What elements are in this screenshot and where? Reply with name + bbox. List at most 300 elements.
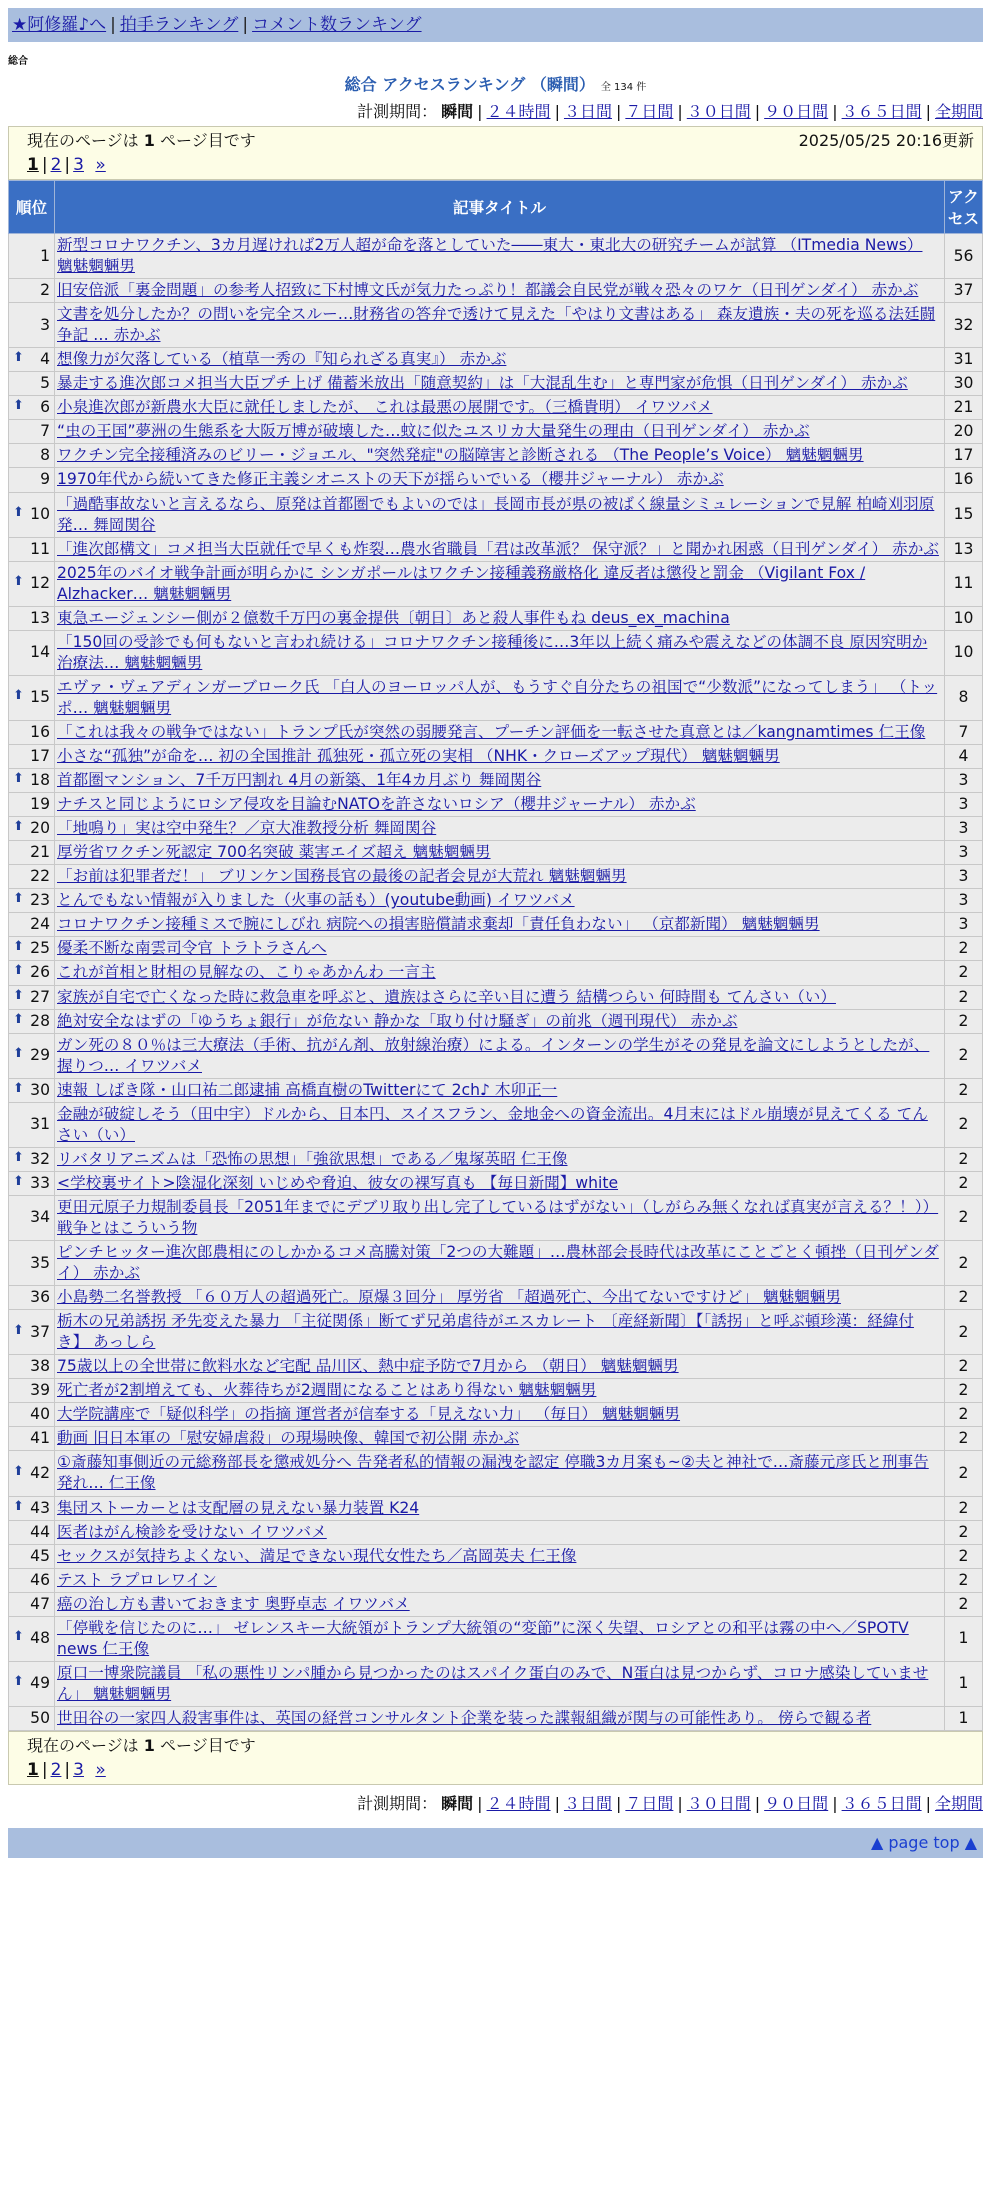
rank-number: 35 (30, 1253, 50, 1272)
access-count: 2 (945, 1379, 983, 1403)
page-title: 総合 アクセスランキング （瞬間） (344, 75, 595, 94)
next-page-link[interactable]: » (95, 155, 106, 175)
title-cell (55, 889, 945, 913)
table-row (9, 561, 983, 606)
table-row (9, 865, 983, 889)
table-row (9, 985, 983, 1009)
rank-cell (9, 1102, 55, 1147)
table-row (9, 420, 983, 444)
title-cell (55, 1310, 945, 1355)
rank-cell (9, 1616, 55, 1661)
title-cell (55, 675, 945, 720)
rank-cell (9, 1379, 55, 1403)
article-link[interactable]: 1970年代から続いてきた修正主義シオニストの天下が揺らいでいる（櫻井ジャーナル） 赤かぶ (57, 470, 724, 489)
article-link[interactable]: リバタリアニズムは「恐怖の思想」「強欲思想」である／鬼塚英昭 仁王像 (57, 1149, 568, 1168)
title-cell (55, 420, 945, 444)
rank-number: 14 (30, 643, 50, 662)
access-count: 2 (945, 937, 983, 961)
table-row (9, 745, 983, 769)
access-count: 2 (945, 1286, 983, 1310)
rank-number: 33 (30, 1173, 50, 1192)
article-link[interactable]: 更田元原子力規制委員長「2051年までにデブリ取り出し完了しているはずがない」（しがらみ無くなれば真実が言える？！）） 戦争とはこういう物 (57, 1197, 939, 1237)
rank-cell (9, 234, 55, 279)
current-page-text: 現在のページは 1 ページ目です (27, 1736, 256, 1755)
title-cell (55, 1078, 945, 1102)
access-count: 32 (945, 303, 983, 348)
table-row (9, 1379, 983, 1403)
article-link[interactable]: テスト ラプロレワイン (57, 1570, 217, 1589)
nav-separator: | (242, 15, 249, 35)
access-count: 8 (945, 675, 983, 720)
article-link[interactable]: これが首相と財相の見解なの、こりゃあかんわ 一言主 (57, 963, 436, 982)
table-row (9, 1078, 983, 1102)
up-arrow-icon: ⬆ (13, 963, 24, 979)
article-link[interactable]: 動画 旧日本軍の「慰安婦虐殺」の現場映像、韓国で初公開 赤かぶ (57, 1429, 520, 1448)
rank-number: 41 (30, 1429, 50, 1448)
rank-cell (9, 1706, 55, 1730)
article-link[interactable]: 「お前は犯罪者だ！」 ブリンケン国務長官の最後の記者会見が大荒れ 魑魅魍魎男 (57, 867, 627, 886)
access-count: 3 (945, 913, 983, 937)
title-cell (55, 961, 945, 985)
table-row (9, 961, 983, 985)
article-link[interactable]: 2025年のバイオ戦争計画が明らかに シンガポールはワクチン接種義務厳格化 違反者は懲役と罰金 （Vigilant Fox / Alzhacker… 魑魅魍魎男 (57, 563, 866, 603)
header-title: 記事タイトル (55, 181, 945, 234)
rank-number: 7 (40, 422, 50, 441)
article-link[interactable]: 大学院講座で「疑似科学」の指摘 運営者が信奉する「見えない力」 （毎日） 魑魅魍魎男 (57, 1405, 681, 1424)
header-access: アクセス (945, 181, 983, 234)
rank-cell (9, 396, 55, 420)
table-row (9, 444, 983, 468)
article-link[interactable]: 想像力が欠落している（植草一秀の『知られざる真実』） 赤かぶ (57, 350, 507, 369)
comment-ranking-link[interactable]: コメント数ランキング (252, 15, 422, 35)
rank-number: 25 (30, 939, 50, 958)
period-current: 瞬間 (441, 1794, 474, 1813)
article-link[interactable]: 速報 しばき隊・山口祐二郎逮捕 高橋直樹のTwitterにて 2ch♪ 木卯正一 (57, 1080, 558, 1099)
table-row (9, 937, 983, 961)
article-link[interactable]: 家族が自宅で亡くなった時に救急車を呼ぶと、遺族はさらに辛い目に遭う 結構つらい 何時間も てんさい（い） (57, 987, 836, 1006)
header-rank: 順位 (9, 181, 55, 234)
title-cell (55, 865, 945, 889)
article-link[interactable]: ナチスと同じようにロシア侵攻を目論むNATOを許さないロシア（櫻井ジャーナル） 赤かぶ (57, 795, 696, 814)
article-link[interactable]: 文書を処分したか？の問いを完全スルー…財務省の答弁で透けて見えた「やはり文書はある」 森友遺族・夫の死を巡る法廷闘争記 … 赤かぶ (57, 305, 936, 345)
top-nav (8, 8, 983, 42)
article-link[interactable]: 厚労省ワクチン死認定 700名突破 薬害エイズ超え 魑魅魍魎男 (57, 843, 491, 862)
access-count: 20 (945, 420, 983, 444)
rank-number: 37 (30, 1322, 50, 1341)
table-row (9, 1355, 983, 1379)
up-arrow-icon: ⬆ (13, 398, 24, 414)
title-cell (55, 745, 945, 769)
article-link[interactable]: 死亡者が2割増えても、火葬待ちが2週間になることはあり得ない 魑魅魍魎男 (57, 1381, 597, 1400)
table-header-row (9, 181, 983, 234)
access-count: 2 (945, 1520, 983, 1544)
access-count: 2 (945, 1427, 983, 1451)
period-3d[interactable]: ３日間 (563, 102, 612, 121)
table-row (9, 1286, 983, 1310)
table-row (9, 396, 983, 420)
rank-cell (9, 1033, 55, 1078)
current-page-text: 現在のページは 1 ページ目です (27, 131, 256, 150)
article-link[interactable]: セックスが気持ちよくない、満足できない現代女性たち／高岡英夫 仁王像 (57, 1546, 577, 1565)
access-count: 17 (945, 444, 983, 468)
rank-number: 23 (30, 891, 50, 910)
bottom-bar (8, 1828, 983, 1858)
title-cell (55, 1592, 945, 1616)
pagination: 1 | 2 | 3 » (27, 1760, 106, 1780)
article-link[interactable]: 癌の治し方も書いておきます 奥野卓志 イワツバメ (57, 1594, 410, 1613)
title-cell (55, 1355, 945, 1379)
up-arrow-icon: ⬆ (13, 1498, 24, 1514)
article-link[interactable]: 旧安倍派「裏金問題」の参考人招致に下村博文氏が気力たっぷり！都議会自民党が戦々恐々のワケ（日刊ゲンダイ） 赤かぶ (57, 281, 919, 300)
access-count: 3 (945, 889, 983, 913)
category-label: 総合 (8, 56, 28, 67)
rank-number: 6 (40, 398, 50, 417)
period-24h[interactable]: ２４時間 (486, 1794, 551, 1813)
title-cell (55, 1427, 945, 1451)
rank-cell (9, 913, 55, 937)
table-row (9, 1033, 983, 1078)
article-link[interactable]: 世田谷の一家四人殺害事件は、英国の経営コンサルタント企業を装った諜報組織が関与の可能性あり。 傍らで観る者 (57, 1708, 872, 1727)
page-2-link[interactable]: 2 (50, 155, 62, 175)
title-cell (55, 444, 945, 468)
rank-cell (9, 492, 55, 537)
table-row (9, 1544, 983, 1568)
rank-number: 29 (30, 1046, 50, 1065)
article-link[interactable]: 75歳以上の全世帯に飲料水など宅配 品川区、熱中症予防で7月から （朝日） 魑魅魍魎男 (57, 1357, 679, 1376)
nav-separator: | (110, 15, 116, 35)
table-row (9, 1568, 983, 1592)
table-row (9, 1592, 983, 1616)
article-link[interactable]: エヴァ・ヴェアディンガーブローク氏 「白人のヨーロッパ人が、もうすぐ自分たちの祖国で“少数派”になってしまう」 （トッポ… 魑魅魍魎男 (57, 677, 938, 717)
access-count: 21 (945, 396, 983, 420)
period-90d[interactable]: ９０日間 (764, 102, 829, 121)
rank-cell (9, 937, 55, 961)
title-cell (55, 1171, 945, 1195)
title-cell (55, 468, 945, 492)
ranking-table (8, 180, 983, 1731)
title-cell (55, 817, 945, 841)
period-3d[interactable]: ３日間 (563, 1794, 612, 1813)
title-cell (55, 1661, 945, 1706)
article-link[interactable]: 小島勢二名誉教授 「６０万人の超過死亡。原爆３回分」 厚労省 「超過死亡、今出てないですけど」 魑魅魍魎男 (57, 1288, 841, 1307)
up-arrow-icon: ⬆ (13, 1149, 24, 1165)
title-cell (55, 1009, 945, 1033)
article-link[interactable]: 「150回の受診でも何もないと言われ続ける」コロナワクチン接種後に…3年以上続く痛みや震えなどの体調不良 原因究明か治療法… 魑魅魍魎男 (57, 632, 928, 672)
access-count: 3 (945, 769, 983, 793)
article-link[interactable]: 小泉進次郎が新農水大臣に就任しましたが、 これは最悪の展開です。（三橋貴明） イワツバメ (57, 398, 713, 417)
title-cell (55, 985, 945, 1009)
access-count: 2 (945, 1568, 983, 1592)
article-link[interactable]: ワクチン完全接種済みのビリー・ジョエル、"突然発症"の脳障害と診断される （The People’s Voice） 魑魅魍魎男 (57, 446, 864, 465)
table-row (9, 1706, 983, 1730)
page-top-link[interactable]: ▲ page top ▲ (870, 1833, 977, 1852)
period-7d[interactable]: ７日間 (625, 1794, 674, 1813)
table-row (9, 1171, 983, 1195)
rank-cell (9, 1568, 55, 1592)
rank-number: 4 (40, 350, 50, 369)
up-arrow-icon: ⬆ (13, 819, 24, 835)
access-count: 56 (945, 234, 983, 279)
article-link[interactable]: 「地鳴り」実は空中発生？／京大准教授分析 舞岡関谷 (57, 819, 437, 838)
article-link[interactable]: 暴走する進次郎コメ担当大臣プチ上げ 備蓄米放出「随意契約」は「大混乱生む」と専門家が危惧（日刊ゲンダイ） 赤かぶ (57, 374, 908, 393)
updated-timestamp: 2025/05/25 20:16更新 (798, 131, 974, 150)
up-arrow-icon: ⬆ (13, 1173, 24, 1189)
period-30d[interactable]: ３０日間 (686, 102, 751, 121)
rank-number: 45 (30, 1546, 50, 1565)
rank-cell (9, 720, 55, 744)
rank-number: 46 (30, 1570, 50, 1589)
rank-number: 27 (30, 987, 50, 1006)
article-link[interactable]: 「進次郎構文」コメ担当大臣就任で早くも炸裂…農水省職員「君は改革派？ 保守派？」と聞かれ困惑（日刊ゲンダイ） 赤かぶ (57, 539, 939, 558)
table-row (9, 1009, 983, 1033)
period-365d[interactable]: ３６５日間 (841, 102, 922, 121)
pagination: 1 | 2 | 3 » (27, 155, 106, 175)
title-cell (55, 793, 945, 817)
title-cell (55, 492, 945, 537)
page-1-current: 1 (27, 1760, 39, 1780)
article-link[interactable]: 小さな“孤独”が命を… 初の全国推計 孤独死・孤立死の実相 （NHK・クローズアップ現代） 魑魅魍魎男 (57, 747, 780, 766)
table-row (9, 537, 983, 561)
period-selector-top: 計測期間： 瞬間 | ２４時間 | ３日間 | ７日間 | ３０日間 | ９０日間 | ３６５日間 | 全期間 (357, 102, 983, 121)
title-cell (55, 913, 945, 937)
rank-number: 13 (30, 608, 50, 627)
page-1-current: 1 (27, 155, 39, 175)
title-cell (55, 630, 945, 675)
up-arrow-icon: ⬆ (13, 688, 24, 704)
table-row (9, 1496, 983, 1520)
rank-cell (9, 1403, 55, 1427)
next-page-link[interactable]: » (95, 1760, 106, 1780)
title-cell (55, 1033, 945, 1078)
article-link[interactable]: 栃木の兄弟誘拐 矛先変えた暴力 「主従関係」断てず兄弟虐待がエスカレート 〔産経新聞〕【「誘拐」と呼ぶ頓珍漢：経緯付き】 あっしら (57, 1312, 914, 1352)
rank-cell (9, 1009, 55, 1033)
rank-cell (9, 303, 55, 348)
rank-cell (9, 1661, 55, 1706)
article-link[interactable]: とんでもない情報が入りました（火事の話も）(youtube動画) イワツバメ (57, 891, 575, 910)
item-count: 全 134 件 (600, 82, 647, 93)
page-2-link[interactable]: 2 (50, 1760, 62, 1780)
period-all[interactable]: 全期間 (934, 102, 983, 121)
rank-cell (9, 1286, 55, 1310)
title-cell (55, 396, 945, 420)
article-link[interactable]: <学校裏サイト>陰湿化深刻 いじめや脅迫、彼女の裸写真も 【毎日新聞】white (57, 1173, 619, 1192)
article-link[interactable]: 金融が破綻しそう（田中宇）ドルから、日本円、スイスフラン、金地金への資金流出。4月末にはドル崩壊が見えてくる てんさい（い） (57, 1104, 928, 1144)
article-link[interactable]: 「過酷事故ないと言えるなら、原発は首都圏でもよいのでは」長岡市長が県の被ばく線量シミュレーションで見解 柏崎刈羽原発… 舞岡関谷 (57, 494, 935, 534)
article-link[interactable]: 「停戦を信じたのに…」 ゼレンスキー大統領がトランプ大統領の“変節”に深く失望、ロシアとの和平は霧の中へ／SPOTV news 仁王像 (57, 1618, 909, 1658)
access-count: 2 (945, 1078, 983, 1102)
article-link[interactable]: コロナワクチン接種ミスで腕にしびれ 病院への損害賠償請求棄却「責任負わない」 （京都新聞） 魑魅魍魎男 (57, 915, 820, 934)
rank-cell (9, 865, 55, 889)
article-link[interactable]: ピンチヒッター進次郎農相にのしかかるコメ高騰対策「2つの大難題」…農林部会長時代は改革にことごとく頓挫（日刊ゲンダイ） 赤かぶ (57, 1243, 939, 1283)
up-arrow-icon: ⬆ (13, 505, 24, 521)
rank-number: 31 (30, 1115, 50, 1134)
table-row (9, 1616, 983, 1661)
rank-number: 15 (30, 688, 50, 707)
rank-number: 11 (30, 539, 50, 558)
table-row (9, 234, 983, 279)
title-cell (55, 537, 945, 561)
rank-number: 12 (30, 574, 50, 593)
access-count: 2 (945, 1451, 983, 1496)
home-link[interactable]: ★阿修羅♪へ (12, 15, 107, 35)
access-count: 15 (945, 492, 983, 537)
title-cell (55, 1241, 945, 1286)
article-link[interactable]: 原口一博衆院議員 「私の悪性リンパ腫から見つかったのはスパイク蛋白のみで、N蛋白は見つからず、コロナ感染していません」 魑魅魍魎男 (57, 1663, 929, 1703)
access-count: 2 (945, 1310, 983, 1355)
up-arrow-icon: ⬆ (13, 1011, 24, 1027)
rank-number: 16 (30, 722, 50, 741)
period-24h[interactable]: ２４時間 (486, 102, 551, 121)
access-count: 2 (945, 1033, 983, 1078)
page-info-bottom (8, 1731, 983, 1785)
table-row (9, 606, 983, 630)
access-count: 3 (945, 841, 983, 865)
table-row (9, 492, 983, 537)
title-cell (55, 561, 945, 606)
up-arrow-icon: ⬆ (13, 1322, 24, 1338)
rank-number: 43 (30, 1498, 50, 1517)
access-count: 2 (945, 985, 983, 1009)
title-cell (55, 1195, 945, 1240)
access-count: 2 (945, 1009, 983, 1033)
rank-number: 38 (30, 1357, 50, 1376)
rank-number: 5 (40, 374, 50, 393)
table-row (9, 468, 983, 492)
article-link[interactable]: 絶対安全なはずの「ゆうちょ銀行」が危ない 静かな「取り付け騒ぎ」の前兆（週刊現代） 赤かぶ (57, 1011, 738, 1030)
rank-cell (9, 630, 55, 675)
rank-cell (9, 841, 55, 865)
title-cell (55, 720, 945, 744)
up-arrow-icon: ⬆ (13, 771, 24, 787)
period-90d[interactable]: ９０日間 (764, 1794, 829, 1813)
article-link[interactable]: 東急エージェンシー側が２億数千万円の裏金提供〔朝日〕あと殺人事件もね deus_ex_machina (57, 608, 730, 627)
table-row (9, 1520, 983, 1544)
rank-cell (9, 793, 55, 817)
article-link[interactable]: 首都圏マンション、7千万円割れ 4月の新築、1年4カ月ぶり 舞岡関谷 (57, 771, 542, 790)
period-30d[interactable]: ３０日間 (686, 1794, 751, 1813)
rank-number: 48 (30, 1629, 50, 1648)
rank-number: 32 (30, 1149, 50, 1168)
table-row (9, 793, 983, 817)
table-row (9, 1427, 983, 1451)
table-row (9, 303, 983, 348)
title-cell (55, 348, 945, 372)
rank-number: 24 (30, 915, 50, 934)
table-row (9, 1451, 983, 1496)
table-row (9, 841, 983, 865)
table-row (9, 769, 983, 793)
page-info-top (8, 126, 983, 180)
rank-cell (9, 985, 55, 1009)
article-link[interactable]: 「これは我々の戦争ではない」トランプ氏が突然の弱腰発言、プーチン評価を一転させた真意とは／kangnamtimes 仁王像 (57, 722, 926, 741)
access-count: 2 (945, 1544, 983, 1568)
page-3-link[interactable]: 3 (73, 155, 84, 175)
article-link[interactable]: “虫の王国”夢洲の生態系を大阪万博が破壊した…蚊に似たユスリカ大量発生の理由（日刊ゲンダイ） 赤かぶ (57, 422, 810, 441)
table-row (9, 630, 983, 675)
access-count: 3 (945, 817, 983, 841)
period-selector-bottom: 計測期間： 瞬間 | ２４時間 | ３日間 | ７日間 | ３０日間 | ９０日間 | ３６５日間 | 全期間 (357, 1794, 983, 1813)
period-all[interactable]: 全期間 (934, 1794, 983, 1813)
article-link[interactable]: ガン死の８０％は三大療法（手術、抗がん剤、放射線治療）による。インターンの学生がその発見を論文にしようとしたが、握りつ… イワツバメ (57, 1035, 930, 1075)
title-cell (55, 937, 945, 961)
title-cell (55, 1147, 945, 1171)
title-cell (55, 769, 945, 793)
article-link[interactable]: 新型コロナワクチン、3カ月遅ければ2万人超が命を落としていた――東大・東北大の研究チームが試算 （ITmedia News） 魑魅魍魎男 (57, 236, 923, 276)
rank-cell (9, 1078, 55, 1102)
rank-cell (9, 961, 55, 985)
rank-cell (9, 1427, 55, 1451)
table-row (9, 1195, 983, 1240)
up-arrow-icon: ⬆ (13, 1080, 24, 1096)
title-cell (55, 303, 945, 348)
page-3-link[interactable]: 3 (73, 1760, 84, 1780)
title-cell (55, 1520, 945, 1544)
rank-number: 26 (30, 963, 50, 982)
article-link[interactable]: 医者はがん検診を受けない イワツバメ (57, 1522, 327, 1541)
article-link[interactable]: ①斎藤知事側近の元総務部長を懲戒処分へ 告発者私的情報の漏洩を認定 停職3カ月案も~②夫と神社で…斎藤元彦氏と刑事告発れ… 仁王像 (57, 1453, 929, 1493)
rank-cell (9, 606, 55, 630)
article-link[interactable]: 集団ストーカーとは支配層の見えない暴力装置 K24 (57, 1498, 420, 1517)
access-count: 30 (945, 372, 983, 396)
access-count: 37 (945, 279, 983, 303)
access-count: 3 (945, 793, 983, 817)
access-count: 2 (945, 961, 983, 985)
title-cell (55, 1496, 945, 1520)
clap-ranking-link[interactable]: 拍手ランキング (119, 15, 239, 35)
rank-number: 34 (30, 1208, 50, 1227)
title-cell (55, 234, 945, 279)
title-cell (55, 1102, 945, 1147)
access-count: 1 (945, 1661, 983, 1706)
title-cell (55, 1544, 945, 1568)
rank-cell (9, 1310, 55, 1355)
access-count: 2 (945, 1592, 983, 1616)
period-365d[interactable]: ３６５日間 (841, 1794, 922, 1813)
up-arrow-icon: ⬆ (13, 1463, 24, 1479)
table-row (9, 1147, 983, 1171)
access-count: 4 (945, 745, 983, 769)
access-count: 3 (945, 865, 983, 889)
title-cell (55, 372, 945, 396)
period-label: 計測期間： (357, 1794, 438, 1813)
up-arrow-icon: ⬆ (13, 574, 24, 590)
access-count: 2 (945, 1171, 983, 1195)
rank-cell (9, 675, 55, 720)
access-count: 2 (945, 1147, 983, 1171)
rank-number: 20 (30, 819, 50, 838)
access-count: 11 (945, 561, 983, 606)
article-link[interactable]: 優柔不断な南雲司令官 トラトラさんへ (57, 939, 327, 958)
rank-number: 40 (30, 1405, 50, 1424)
rank-cell (9, 889, 55, 913)
rank-cell (9, 372, 55, 396)
up-arrow-icon: ⬆ (13, 1674, 24, 1690)
up-arrow-icon: ⬆ (13, 891, 24, 907)
rank-cell (9, 420, 55, 444)
rank-cell (9, 444, 55, 468)
rank-number: 39 (30, 1381, 50, 1400)
rank-number: 42 (30, 1463, 50, 1482)
period-current: 瞬間 (441, 102, 474, 121)
period-7d[interactable]: ７日間 (625, 102, 674, 121)
title-cell (55, 1451, 945, 1496)
up-arrow-icon: ⬆ (13, 939, 24, 955)
rank-cell (9, 279, 55, 303)
rank-cell (9, 769, 55, 793)
rank-cell (9, 561, 55, 606)
rank-number: 8 (40, 446, 50, 465)
rank-cell (9, 817, 55, 841)
